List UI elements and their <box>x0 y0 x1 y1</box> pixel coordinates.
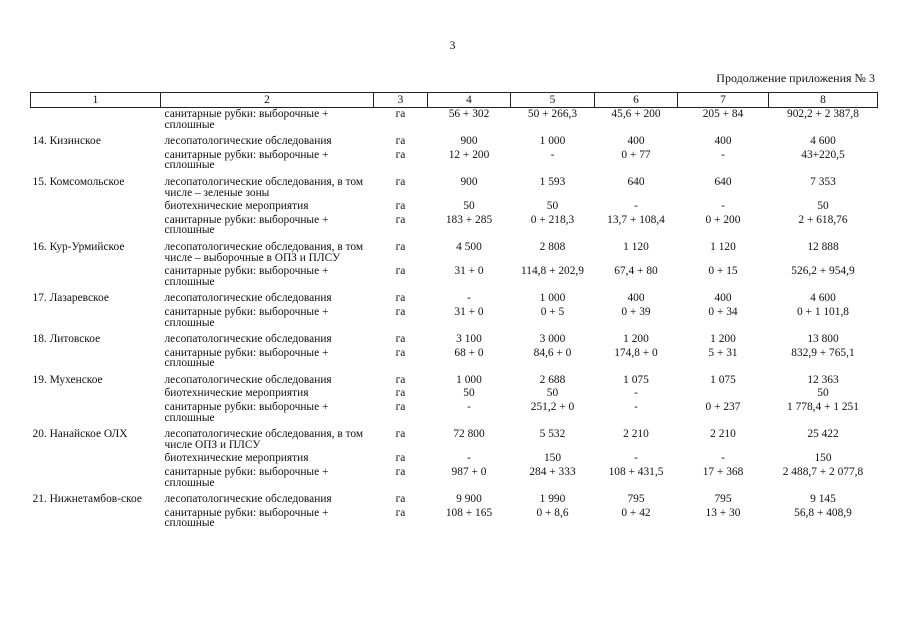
cell-col-8: 4 600 <box>810 135 836 148</box>
cell-col-5: 50 <box>546 200 559 213</box>
cell-unit: га <box>395 346 406 359</box>
cell-col-6: 640 <box>627 175 645 188</box>
cell-col-6: 1 200 <box>623 333 649 346</box>
cell-col-7: 17 + 368 <box>702 466 744 479</box>
table-row <box>31 387 878 401</box>
cell-col-4: 31 + 0 <box>454 305 484 318</box>
cell-activity: лесопатологические обследования, в том числе ОПЗ и ПЛСУ <box>164 428 364 451</box>
cell-col-5: 1 593 <box>539 175 566 188</box>
cell-unit: га <box>395 506 406 519</box>
cell-col-6: 1 120 <box>623 240 649 253</box>
cell-col-8: 50 <box>817 200 829 213</box>
cell-col-5: 114,8 + 202,9 <box>521 265 584 278</box>
cell-col-7: 2 210 <box>710 428 736 441</box>
cell-col-5: 3 000 <box>539 333 566 346</box>
cell-col-4: 50 <box>463 387 475 400</box>
cell-forestry: 21. Нижнетамбов-ское <box>32 493 142 506</box>
cell-col-4: 68 + 0 <box>454 346 484 359</box>
cell-unit: га <box>395 387 406 400</box>
cell-col-5: 50 <box>546 387 559 400</box>
cell-col-6: - <box>634 452 638 465</box>
column-header: 8 <box>769 93 878 108</box>
cell-col-8: 2 + 618,76 <box>798 213 848 226</box>
cell-col-7: 0 + 200 <box>705 213 741 226</box>
cell-forestry <box>31 347 161 371</box>
table-row <box>31 401 878 425</box>
cell-activity: санитарные рубки: выборочные + сплошные <box>164 346 329 370</box>
cell-unit: га <box>395 213 406 226</box>
table-header-row <box>31 93 878 108</box>
cell-forestry <box>31 387 161 401</box>
table-row <box>31 490 878 507</box>
cell-col-4: 987 + 0 <box>451 466 487 479</box>
cell-col-5: 0 + 218,3 <box>530 213 575 226</box>
cell-col-7: 0 + 34 <box>708 305 738 318</box>
cell-unit: га <box>395 466 406 479</box>
cell-col-6: 45,6 + 200 <box>611 108 661 120</box>
cell-activity: лесопатологические обследования, в том числе – зеленые зоны <box>164 175 364 199</box>
cell-col-8: 4 600 <box>810 292 836 305</box>
continuation-note: Продолжение приложения № 3 <box>716 71 875 85</box>
cell-col-6: 108 + 431,5 <box>608 466 664 479</box>
cell-activity: лесопатологические обследования <box>164 333 332 346</box>
cell-col-8: 9 145 <box>810 493 836 506</box>
forest-activities-table <box>30 92 878 531</box>
column-header: 1 <box>31 93 161 108</box>
cell-col-8: 7 353 <box>810 175 836 188</box>
cell-col-7: 5 + 31 <box>708 346 738 359</box>
cell-col-4: 50 <box>463 200 475 213</box>
cell-col-6: 174,8 + 0 <box>614 346 658 359</box>
cell-activity: биотехнические мероприятия <box>164 387 309 400</box>
cell-col-7: 795 <box>714 493 732 506</box>
cell-activity: санитарные рубки: выборочные + сплошные <box>164 213 329 237</box>
column-header: 3 <box>374 93 428 108</box>
cell-col-6: - <box>634 387 638 400</box>
cell-col-5: 1 000 <box>539 135 566 148</box>
cell-col-7: 1 120 <box>710 240 736 253</box>
cell-forestry <box>31 265 161 289</box>
table-row <box>31 238 878 265</box>
cell-col-8: 12 888 <box>807 240 839 253</box>
table-row <box>31 265 878 289</box>
cell-col-4: - <box>467 452 471 465</box>
table-row <box>31 347 878 371</box>
cell-col-4: 72 800 <box>453 428 485 441</box>
table-row <box>31 507 878 531</box>
cell-col-8: 832,9 + 765,1 <box>791 346 855 359</box>
cell-col-4: 900 <box>460 175 478 188</box>
cell-col-8: 526,2 + 954,9 <box>791 265 855 278</box>
cell-col-5: 0 + 5 <box>540 305 565 318</box>
table-row <box>31 108 878 133</box>
cell-forestry: 20. Нанайское ОЛХ <box>32 428 128 441</box>
cell-unit: га <box>395 175 406 188</box>
cell-col-8: 150 <box>814 452 832 465</box>
cell-col-5: 2 688 <box>539 373 566 386</box>
cell-col-8: 56,8 + 408,9 <box>794 506 852 519</box>
table-row <box>31 132 878 149</box>
cell-unit: га <box>395 200 406 213</box>
cell-activity: санитарные рубки: выборочные + сплошные <box>164 265 329 288</box>
cell-col-5: 2 808 <box>539 240 566 253</box>
table-row <box>31 425 878 452</box>
cell-activity: санитарные рубки: выборочные + сплошные <box>164 148 329 172</box>
cell-col-8: 0 + 1 101,8 <box>797 305 849 318</box>
table-row <box>31 306 878 330</box>
cell-activity: лесопатологические обследования <box>164 373 332 386</box>
cell-unit: га <box>395 135 406 148</box>
cell-col-6: 2 210 <box>623 428 649 441</box>
cell-col-6: 0 + 77 <box>621 148 651 161</box>
cell-col-4: 900 <box>460 135 478 148</box>
column-header: 7 <box>678 93 769 108</box>
cell-col-5: 150 <box>543 452 562 465</box>
cell-unit: га <box>395 148 406 161</box>
table-row <box>31 289 878 306</box>
cell-forestry: 19. Мухенское <box>32 373 103 386</box>
cell-unit: га <box>395 305 406 318</box>
cell-col-7: - <box>721 148 725 161</box>
cell-forestry <box>31 466 161 490</box>
cell-col-8: 12 363 <box>807 373 839 386</box>
cell-col-7: 205 + 84 <box>702 108 744 120</box>
cell-col-5: 0 + 8,6 <box>536 506 569 519</box>
cell-activity: санитарные рубки: выборочные + сплошные <box>164 108 329 131</box>
cell-col-5: 251,2 + 0 <box>530 401 575 414</box>
cell-col-6: 13,7 + 108,4 <box>607 213 665 226</box>
cell-col-4: - <box>467 292 471 305</box>
cell-col-8: 902,2 + 2 387,8 <box>787 108 859 120</box>
cell-col-7: 1 075 <box>710 373 736 386</box>
cell-col-7: 1 200 <box>710 333 736 346</box>
cell-col-5: - <box>550 148 555 161</box>
cell-col-6: 0 + 39 <box>621 305 651 318</box>
cell-col-5: 284 + 333 <box>529 466 576 479</box>
cell-col-4: 56 + 302 <box>448 108 490 120</box>
cell-col-4: 12 + 200 <box>448 148 490 161</box>
cell-forestry <box>31 149 161 173</box>
cell-col-5: 84,6 + 0 <box>533 346 572 359</box>
table-body <box>31 108 878 532</box>
cell-col-6: 67,4 + 80 <box>614 265 658 278</box>
cell-unit: га <box>395 240 406 253</box>
cell-forestry: 16. Кур-Урмийское <box>32 240 125 253</box>
cell-activity: лесопатологические обследования <box>164 292 332 305</box>
column-header: 6 <box>595 93 678 108</box>
cell-col-4: 4 500 <box>456 240 482 253</box>
cell-col-7: - <box>721 200 725 213</box>
cell-activity: лесопатологические обследования, в том числе – выборочные в ОПЗ и ПЛСУ <box>164 240 364 264</box>
cell-col-4: 31 + 0 <box>454 265 484 278</box>
cell-forestry <box>31 200 161 214</box>
cell-activity: лесопатологические обследования <box>164 493 332 506</box>
cell-forestry: 18. Литовское <box>32 333 101 346</box>
table-row <box>31 214 878 238</box>
column-header: 2 <box>161 93 374 108</box>
cell-col-7: - <box>721 452 725 465</box>
table-row <box>31 149 878 173</box>
cell-unit: га <box>395 292 406 305</box>
cell-forestry: 17. Лазаревское <box>32 292 109 305</box>
cell-col-6: - <box>634 200 638 213</box>
cell-col-5: 1 000 <box>539 292 566 305</box>
cell-unit: га <box>395 373 406 386</box>
cell-unit: га <box>395 108 406 120</box>
cell-forestry <box>31 214 161 238</box>
cell-col-5: 5 532 <box>539 428 566 441</box>
cell-col-6: 400 <box>627 135 645 148</box>
cell-col-8: 43+220,5 <box>801 148 845 161</box>
cell-col-8: 1 778,4 + 1 251 <box>787 401 859 414</box>
cell-activity: биотехнические мероприятия <box>164 452 309 465</box>
column-header: 5 <box>511 93 595 108</box>
page-number: 3 <box>449 38 456 52</box>
cell-unit: га <box>395 428 406 441</box>
cell-unit: га <box>395 265 406 278</box>
cell-unit: га <box>395 401 406 414</box>
cell-activity: санитарные рубки: выборочные + сплошные <box>164 305 329 329</box>
cell-col-7: 640 <box>714 175 732 188</box>
cell-activity: санитарные рубки: выборочные + сплошные <box>164 506 329 530</box>
cell-forestry <box>31 452 161 466</box>
cell-col-4: - <box>467 401 471 414</box>
cell-col-7: 0 + 237 <box>705 401 741 414</box>
cell-col-8: 25 422 <box>807 428 839 441</box>
cell-unit: га <box>395 333 406 346</box>
table-row <box>31 173 878 200</box>
cell-col-6: 400 <box>627 292 645 305</box>
cell-col-6: 795 <box>627 493 645 506</box>
cell-activity: лесопатологические обследования <box>164 135 332 148</box>
cell-col-8: 2 488,7 + 2 077,8 <box>782 466 864 479</box>
column-header: 4 <box>428 93 511 108</box>
cell-col-6: 0 + 42 <box>621 506 651 519</box>
table-row <box>31 200 878 214</box>
cell-activity: санитарные рубки: выборочные + сплошные <box>164 401 329 424</box>
table-row <box>31 371 878 388</box>
table-row <box>31 452 878 466</box>
cell-activity: санитарные рубки: выборочные + сплошные <box>164 466 329 489</box>
cell-col-7: 400 <box>714 135 732 148</box>
cell-col-7: 13 + 30 <box>705 506 741 519</box>
cell-col-6: - <box>634 401 638 414</box>
cell-forestry: 15. Комсомольское <box>32 175 125 188</box>
cell-col-7: 400 <box>714 292 732 305</box>
cell-col-7: 0 + 15 <box>708 265 738 278</box>
cell-forestry <box>31 306 161 330</box>
cell-forestry: 14. Кизинское <box>32 135 101 148</box>
cell-col-6: 1 075 <box>623 373 649 386</box>
cell-col-5: 50 + 266,3 <box>527 108 578 120</box>
cell-col-4: 108 + 165 <box>445 506 493 519</box>
cell-col-5: 1 990 <box>539 493 566 506</box>
cell-col-8: 50 <box>817 387 829 400</box>
cell-forestry <box>31 401 161 425</box>
table-row <box>31 466 878 490</box>
cell-col-7 <box>678 387 769 401</box>
cell-unit: га <box>395 493 406 506</box>
cell-col-8: 13 800 <box>807 333 839 346</box>
cell-col-4: 183 + 285 <box>445 213 493 226</box>
cell-unit: га <box>395 452 406 465</box>
cell-forestry <box>31 108 161 133</box>
cell-col-4: 3 100 <box>456 333 482 346</box>
cell-activity: биотехнические мероприятия <box>164 200 309 213</box>
cell-col-4: 9 900 <box>456 493 482 506</box>
cell-forestry <box>31 507 161 531</box>
cell-col-4: 1 000 <box>456 373 482 386</box>
table-row <box>31 330 878 347</box>
